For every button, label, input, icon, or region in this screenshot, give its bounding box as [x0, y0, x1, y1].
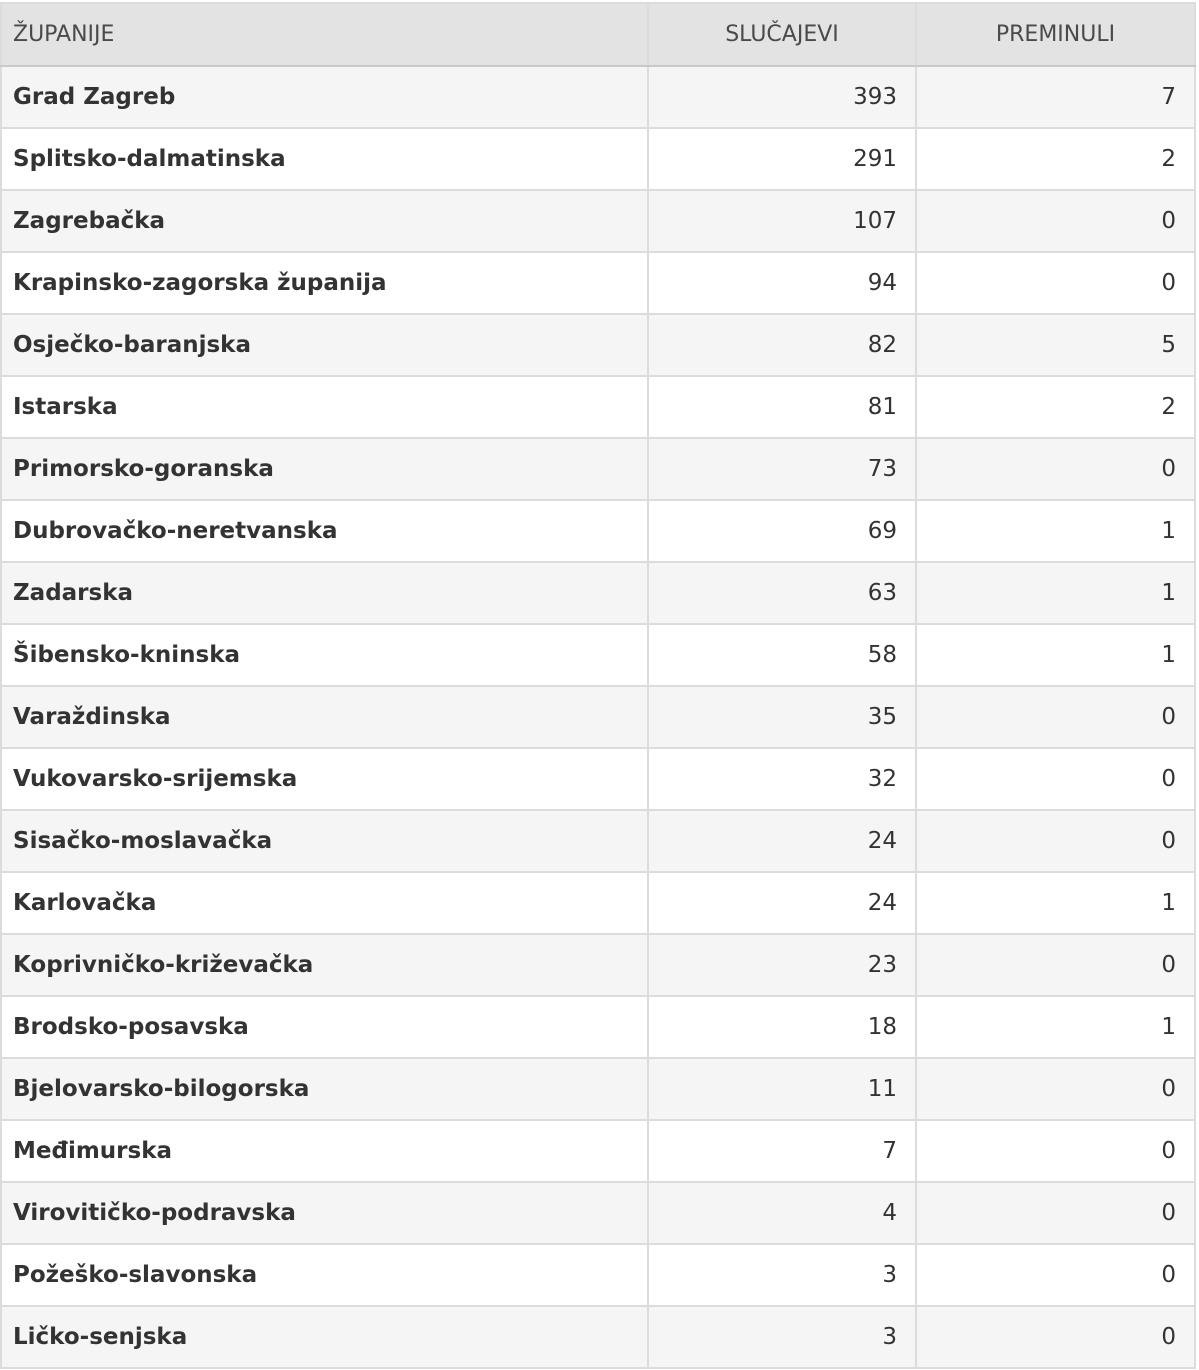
county-name-cell: Šibensko-kninska	[1, 624, 648, 686]
county-name-cell: Krapinsko-zagorska županija	[1, 252, 648, 314]
cases-cell: 107	[648, 190, 916, 252]
county-name-cell: Istarska	[1, 376, 648, 438]
county-name-cell: Sisačko-moslavačka	[1, 810, 648, 872]
table-row	[1, 810, 1195, 872]
table-row	[1, 686, 1195, 748]
table-row	[1, 438, 1195, 500]
table-row	[1, 190, 1195, 252]
table-header	[1, 3, 1195, 66]
cases-cell: 291	[648, 128, 916, 190]
table-row	[1, 1306, 1195, 1368]
cases-cell: 58	[648, 624, 916, 686]
table-row	[1, 314, 1195, 376]
header-row	[1, 3, 1195, 66]
table-row	[1, 1182, 1195, 1244]
deaths-cell: 0	[916, 252, 1195, 314]
column-header-preminuli[interactable]: PREMINULI	[916, 3, 1195, 66]
deaths-cell: 1	[916, 500, 1195, 562]
cases-cell: 24	[648, 872, 916, 934]
county-name-cell: Zagrebačka	[1, 190, 648, 252]
county-name-cell: Vukovarsko-srijemska	[1, 748, 648, 810]
table-row	[1, 996, 1195, 1058]
cases-cell: 82	[648, 314, 916, 376]
cases-cell: 3	[648, 1306, 916, 1368]
table-row	[1, 500, 1195, 562]
cases-cell: 3	[648, 1244, 916, 1306]
deaths-cell: 0	[916, 1182, 1195, 1244]
county-name-cell: Dubrovačko-neretvanska	[1, 500, 648, 562]
county-name-cell: Virovitičko-podravska	[1, 1182, 648, 1244]
table-row	[1, 1244, 1195, 1306]
county-name-cell: Međimurska	[1, 1120, 648, 1182]
table-row	[1, 376, 1195, 438]
cases-cell: 7	[648, 1120, 916, 1182]
county-cases-table	[0, 2, 1196, 1369]
table-row	[1, 748, 1195, 810]
county-name-cell: Varaždinska	[1, 686, 648, 748]
table-row	[1, 1120, 1195, 1182]
county-name-cell: Koprivničko-križevačka	[1, 934, 648, 996]
county-name-cell: Ličko-senjska	[1, 1306, 648, 1368]
cases-cell: 4	[648, 1182, 916, 1244]
table-row	[1, 872, 1195, 934]
table-row	[1, 128, 1195, 190]
county-table-container	[0, 2, 1194, 1369]
county-name-cell: Požeško-slavonska	[1, 1244, 648, 1306]
county-name-cell: Osječko-baranjska	[1, 314, 648, 376]
county-name-cell: Karlovačka	[1, 872, 648, 934]
county-name-cell: Bjelovarsko-bilogorska	[1, 1058, 648, 1120]
table-row	[1, 934, 1195, 996]
deaths-cell: 0	[916, 810, 1195, 872]
cases-cell: 24	[648, 810, 916, 872]
cases-cell: 11	[648, 1058, 916, 1120]
county-name-cell: Splitsko-dalmatinska	[1, 128, 648, 190]
cases-cell: 69	[648, 500, 916, 562]
table-body	[1, 66, 1195, 1368]
deaths-cell: 0	[916, 748, 1195, 810]
table-row	[1, 562, 1195, 624]
table-row	[1, 66, 1195, 128]
deaths-cell: 0	[916, 934, 1195, 996]
deaths-cell: 0	[916, 686, 1195, 748]
deaths-cell: 2	[916, 128, 1195, 190]
deaths-cell: 5	[916, 314, 1195, 376]
deaths-cell: 0	[916, 438, 1195, 500]
cases-cell: 73	[648, 438, 916, 500]
cases-cell: 23	[648, 934, 916, 996]
deaths-cell: 2	[916, 376, 1195, 438]
deaths-cell: 0	[916, 190, 1195, 252]
county-name-cell: Primorsko-goranska	[1, 438, 648, 500]
deaths-cell: 0	[916, 1058, 1195, 1120]
deaths-cell: 1	[916, 872, 1195, 934]
table-row	[1, 624, 1195, 686]
county-name-cell: Grad Zagreb	[1, 66, 648, 128]
deaths-cell: 1	[916, 996, 1195, 1058]
cases-cell: 81	[648, 376, 916, 438]
county-name-cell: Zadarska	[1, 562, 648, 624]
cases-cell: 18	[648, 996, 916, 1058]
cases-cell: 32	[648, 748, 916, 810]
table-row	[1, 252, 1195, 314]
cases-cell: 94	[648, 252, 916, 314]
cases-cell: 393	[648, 66, 916, 128]
county-name-cell: Brodsko-posavska	[1, 996, 648, 1058]
deaths-cell: 1	[916, 624, 1195, 686]
cases-cell: 63	[648, 562, 916, 624]
table-row	[1, 1058, 1195, 1120]
column-header-zupanije[interactable]: ŽUPANIJE	[1, 3, 648, 66]
column-header-slucajevi[interactable]: SLUČAJEVI	[648, 3, 916, 66]
deaths-cell: 0	[916, 1306, 1195, 1368]
deaths-cell: 0	[916, 1244, 1195, 1306]
deaths-cell: 7	[916, 66, 1195, 128]
deaths-cell: 1	[916, 562, 1195, 624]
cases-cell: 35	[648, 686, 916, 748]
deaths-cell: 0	[916, 1120, 1195, 1182]
